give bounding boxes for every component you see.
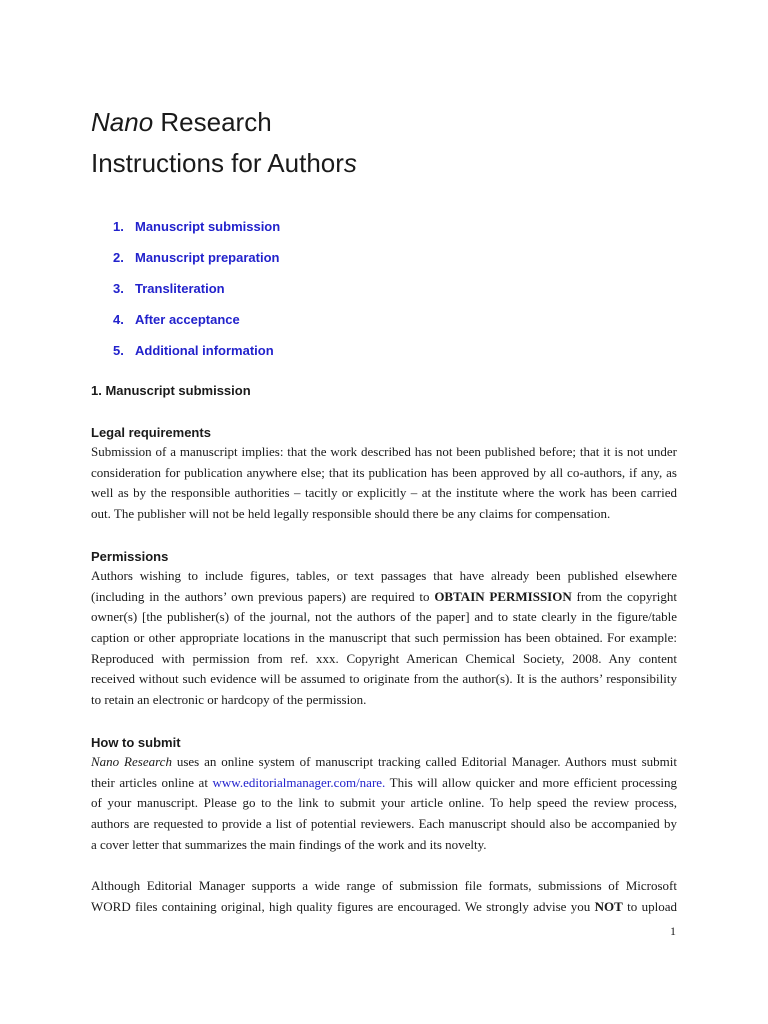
journal-title-part1: Nano <box>91 107 154 137</box>
toc-item[interactable] <box>113 311 280 342</box>
text-segment: WORD files containing original, high quality figures are encouraged. We strongly advise you <box>91 898 595 914</box>
toc-link-manuscript-submission[interactable]: Manuscript submission <box>135 219 281 234</box>
toc-item[interactable] <box>113 280 280 311</box>
permissions-paragraph <box>91 566 677 711</box>
text-line <box>91 587 677 608</box>
text-segment: from the copyright <box>571 588 677 604</box>
text-line: owner(s) [the publisher(s) of the journal, not the authors of the paper] and to state clearly in the figure/table <box>91 609 677 625</box>
text-segment: This will allow quicker and more efficient processing <box>385 774 677 790</box>
toc-link-transliteration[interactable]: Transliteration <box>135 281 225 296</box>
text-line <box>91 752 677 773</box>
toc-item-number: 1. <box>113 219 124 234</box>
text-line: Authors wishing to include figures, tables, or text passages that have already been published elsewhere <box>91 568 677 583</box>
page-number: 1 <box>670 924 676 938</box>
text-line: out. The publisher will not be held legally responsible should there be any claims for compensation. <box>91 506 611 522</box>
formats-paragraph <box>91 876 677 917</box>
text-segment: (including in the authors’ own previous papers) are required to <box>91 588 435 604</box>
text-line <box>91 897 677 918</box>
text-line: consideration for publication anywhere else; that its publication has been approved by all co-authors, if any, as <box>91 464 677 480</box>
emphasis-text: NOT <box>594 898 623 914</box>
page-title-main: Instructions for Author <box>91 148 344 178</box>
text-line: to retain an electronic or hardcopy of the permission. <box>91 692 367 708</box>
text-line: caption or other appropriate locations in the manuscript that such permission has been obtained. For example: <box>91 630 677 646</box>
text-line: Submission of a manuscript implies: that the work described has not been published before; that it is not under <box>91 444 677 459</box>
how-to-submit-paragraph <box>91 752 677 855</box>
legal-requirements-paragraph <box>91 442 677 525</box>
text-line: received without such evidence will be assumed to originate from the author(s). It is the authors’ responsibility <box>91 671 677 687</box>
page-title-suffix: s <box>343 148 357 178</box>
text-line: authors are requested to provide a list of potential reviewers. Each manuscript should also be accompanied by <box>91 816 677 832</box>
editorial-manager-link[interactable]: www.editorialmanager.com/nare. <box>212 774 386 790</box>
toc-item-number: 5. <box>113 343 124 358</box>
toc-link-after-acceptance[interactable]: After acceptance <box>135 312 240 327</box>
permissions-heading: Permissions <box>91 549 169 564</box>
text-line <box>91 773 677 794</box>
toc-item[interactable] <box>113 218 280 249</box>
journal-name-italic: Nano Research <box>91 754 172 769</box>
text-segment: their articles online at <box>91 774 213 790</box>
text-line: Although Editorial Manager supports a wide range of submission file formats, submissions of Microsoft <box>91 878 677 893</box>
text-line: well as by the responsible authorities – tacitly or explicitly – at the institute where the work has been carried <box>91 485 677 501</box>
toc-item-number: 2. <box>113 250 124 265</box>
text-line: of your manuscript. Please go to the link to submit your article online. To help speed the review process, <box>91 795 677 811</box>
toc-item[interactable] <box>113 342 280 373</box>
page-title <box>91 148 357 179</box>
section-heading: 1. Manuscript submission <box>91 383 251 398</box>
text-line: a cover letter that summarizes the main findings of the work and its novelty. <box>91 836 487 852</box>
toc-item-number: 4. <box>113 312 124 327</box>
emphasis-text: OBTAIN PERMISSION <box>434 588 572 604</box>
toc-item-number: 3. <box>113 281 124 296</box>
text-segment: uses an online system of manuscript tracking called Editorial Manager. Authors must submit <box>171 754 677 769</box>
text-line: Reproduced with permission from ref. xxx. Copyright American Chemical Society, 2008. Any content <box>91 650 677 666</box>
journal-title <box>91 107 272 138</box>
toc-link-manuscript-preparation[interactable]: Manuscript preparation <box>135 250 280 265</box>
table-of-contents <box>113 218 280 373</box>
text-segment: to upload <box>622 898 678 914</box>
toc-link-additional-information[interactable]: Additional information <box>135 343 274 358</box>
journal-title-part2: Research <box>160 107 272 137</box>
legal-requirements-heading: Legal requirements <box>91 425 211 440</box>
how-to-submit-heading: How to submit <box>91 735 181 750</box>
toc-item[interactable] <box>113 249 280 280</box>
